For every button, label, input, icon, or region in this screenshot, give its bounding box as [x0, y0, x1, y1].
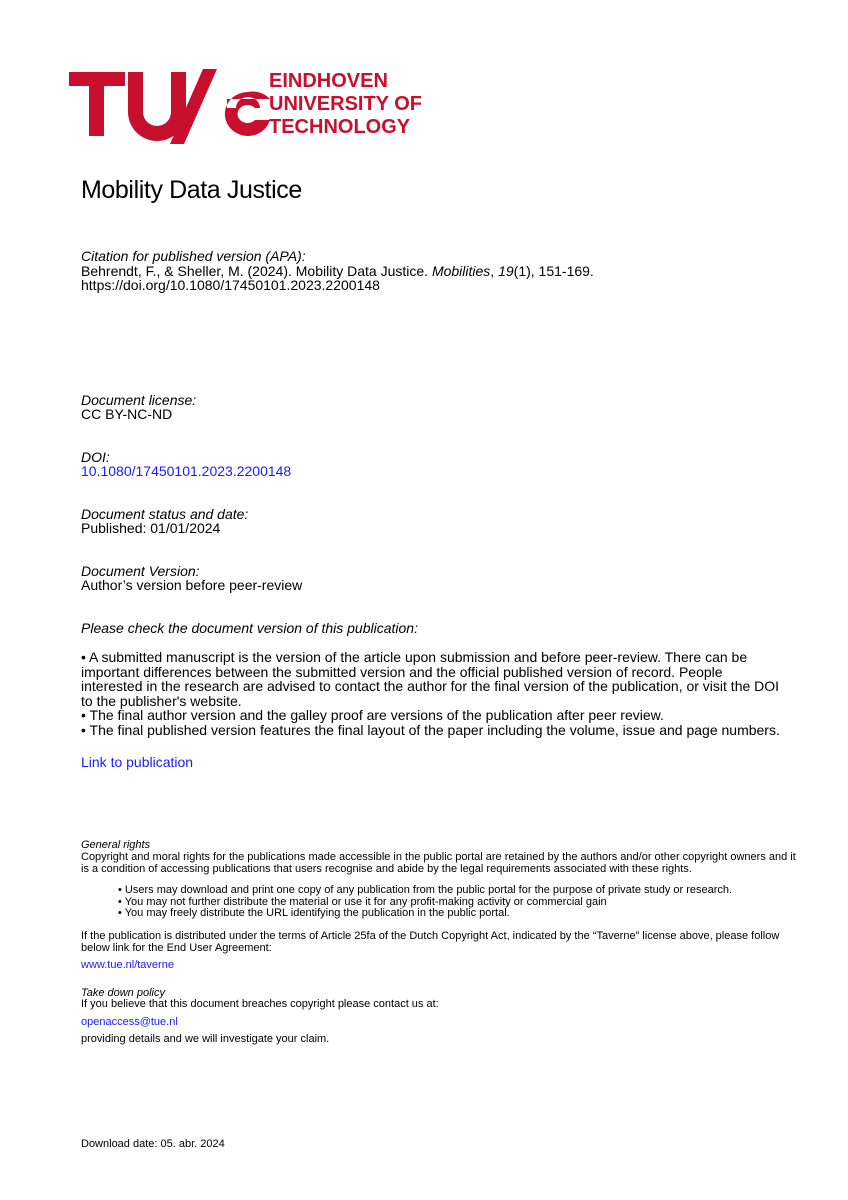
link-to-publication[interactable]: Link to publication [81, 754, 194, 770]
take-down-closing: providing details and we will investigate your claim. [81, 1033, 330, 1045]
logo-line-1: EINDHOVEN [269, 70, 388, 92]
check-bullet-3: • The final published version features the final layout of the paper including the volume, issue and page numbers. [81, 721, 780, 738]
doi-label: DOI: [81, 449, 110, 465]
citation-journal: Mobilities [431, 263, 491, 279]
tue-logo [66, 66, 426, 146]
citation-separator: , [490, 263, 499, 279]
take-down-text: If you believe that this document breaches copyright please contact us at: [81, 998, 439, 1010]
citation-issue-pages: (1), 151-169. [513, 263, 594, 279]
take-down-label: Take down policy [81, 987, 165, 999]
download-date: Download date: 05. abr. 2024 [81, 1138, 225, 1150]
taverne-link[interactable]: www.tue.nl/taverne [81, 959, 174, 971]
logo-letter-t-stem [89, 72, 104, 136]
version-value: Author’s version before peer-review [81, 577, 303, 593]
citation-volume: 19 [498, 263, 514, 279]
taverne-text: If the publication is distributed under the terms of Article 25fa of the Dutch Copyright Act, indicated by the “Taverne” license above, please follow below link for the End User Agreement: [81, 930, 780, 954]
license-value: CC BY-NC-ND [81, 406, 173, 422]
take-down-email-link[interactable]: openaccess@tue.nl [81, 1016, 178, 1028]
status-label: Document status and date: [81, 506, 249, 522]
check-label: Please check the document version of this publication: [81, 620, 418, 636]
logo-line-2: UNIVERSITY OF [269, 93, 422, 115]
logo-letter-e [225, 92, 270, 136]
check-bullet-1: • A submitted manuscript is the version of the article upon submission and before peer-review. There can be important differences between the submitted version and the official published version of record. People interested in the research are advised to contact the author for the final version of the publication, or visit the DOI to the publisher's website. [81, 649, 780, 709]
version-label: Document Version: [81, 563, 200, 579]
general-rights-intro: Copyright and moral rights for the publications made accessible in the public portal are retained by the authors and/or other copyright owners and it is a condition of accessing publications that users recognise and abide by the legal requirements associated with these rights. [81, 851, 796, 875]
general-rights-label: General rights [81, 839, 151, 851]
doi-link[interactable]: 10.1080/17450101.2023.2200148 [81, 463, 292, 479]
citation-doi-url: https://doi.org/10.1080/17450101.2023.2200148 [81, 277, 380, 293]
license-label: Document license: [81, 392, 197, 408]
rights-bullet-1: • Users may download and print one copy of any publication from the public portal for the purpose of private study or research. [118, 884, 733, 896]
status-value: Published: 01/01/2024 [81, 520, 221, 536]
citation-authors: Behrendt, F., & Sheller, M. (2024). Mobility Data Justice. [81, 263, 432, 279]
rights-bullet-2: • You may not further distribute the material or use it for any profit-making activity or commercial gain [118, 895, 607, 908]
logo-line-3: TECHNOLOGY [269, 116, 411, 138]
check-bullet-2: • The final author version and the galley proof are versions of the publication after peer review. [81, 707, 664, 723]
rights-bullet-3: • You may freely distribute the URL identifying the publication in the public portal. [118, 907, 510, 919]
check-bullets [81, 650, 781, 737]
document-title: Mobility Data Justice [81, 176, 302, 204]
general-rights-bullets [118, 885, 798, 920]
citation-label: Citation for published version (APA): [81, 248, 306, 264]
